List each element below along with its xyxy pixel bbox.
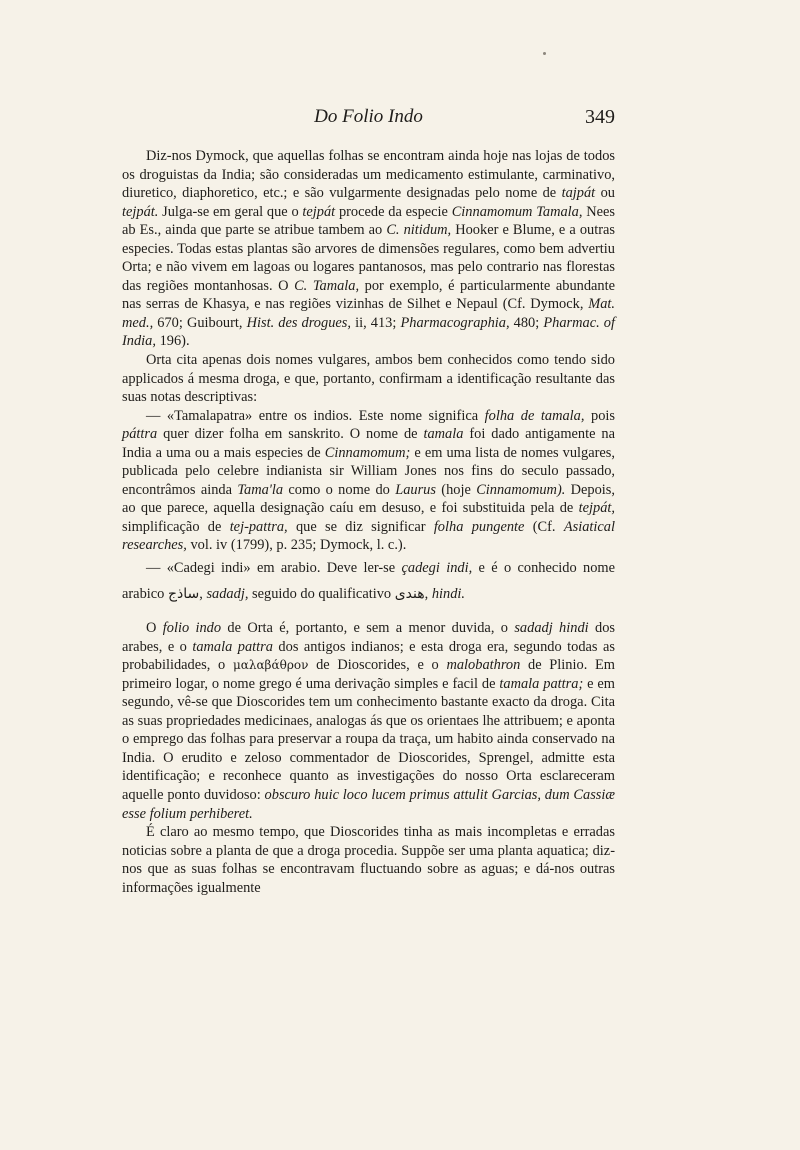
greek-word: μαλαβάθρον xyxy=(232,658,309,673)
text-run: procede da especie xyxy=(335,203,452,220)
text-run: , xyxy=(199,586,207,603)
text-run: O xyxy=(146,620,163,637)
italic-term: Cinnamomum). xyxy=(476,481,566,498)
italic-term: sadadj hindi xyxy=(514,620,589,637)
text-run: de Orta é, portanto, e sem a menor duvida, o xyxy=(221,620,515,637)
italic-term: Cinnamomum; xyxy=(324,444,411,461)
text-run: — «Tamalapatra» entre os indios. Este nome significa xyxy=(146,407,485,424)
text-run: seguido do qualificativo xyxy=(248,586,395,603)
text-run: e em segundo, vê-se que Dioscorides tem um conhecimento bastante exacto da droga. Cita as suas propriedades medicinaes, analogas ás que os orientaes lhe attribuem; e aponta o emprego das folhas para preservar a roupa da traça, um habito ainda conservado na India. O erudito e zeloso commentador de Dioscorides, Sprengel, admitte esta identificação; e reconhece quanto as investigações do nosso Orta esclareceram aquelle ponto duvidoso: xyxy=(122,675,615,803)
text-run: Julga-se em geral que o xyxy=(158,203,303,220)
italic-term: C. nitidum, xyxy=(386,222,452,239)
text-run: vol. iv (1799), p. 235; Dymock, l. c.). xyxy=(186,537,407,554)
italic-term: Hist. des drogues, xyxy=(246,314,351,331)
italic-term: Asiatical researches, xyxy=(122,518,615,554)
italic-term: tamala pattra; xyxy=(499,675,584,692)
text-run: 196). xyxy=(155,333,190,350)
text-run: foi dado antigamente na India a uma ou a mais especies de xyxy=(122,426,615,461)
text-run: — «Cadegi indi» em arabio. Deve ler-se xyxy=(146,560,402,577)
italic-term: tamala pattra xyxy=(192,638,273,655)
italic-term: çadegi indi, xyxy=(401,560,473,577)
italic-term: Mat. med., xyxy=(122,296,615,331)
text-run: quer dizer folha em sanskrito. O nome de xyxy=(157,426,424,443)
text-run: É claro ao mesmo tempo, que Dioscorides tinha as mais incompletas e erradas noticias sobre a planta de que a droga procedia. Suppõe ser uma planta aquatica; diz-nos que as suas folhas se encontravam fluctuando sobre as aguas; e dá-nos outras informações igualmente xyxy=(122,824,615,896)
italic-term: tejpát. xyxy=(122,203,159,220)
text-run: Orta cita apenas dois nomes vulgares, ambos bem conhecidos como tendo sido applicados á mesma droga, e que, portanto, confirmam a identificação resultante das suas notas descriptivas: xyxy=(122,352,615,406)
arabic-word: هندى xyxy=(394,586,425,603)
italic-term: Pharmacographia, xyxy=(400,314,510,331)
paragraph xyxy=(122,351,615,407)
text-run: por exemplo, é particularmente abundante nas serras de Khasya, e nas regiões vizinhas de Silhet e Nepaul (Cf. Dymock, xyxy=(122,277,615,313)
text-run: e em uma lista de nomes vulgares, publicada pelo celebre indianista sir William Jones nos fins do seculo passado, encontrâmos ainda xyxy=(122,444,615,498)
text-run: 480; xyxy=(509,314,544,331)
arabic-word: ساذج xyxy=(167,586,200,603)
italic-term: hindi. xyxy=(431,586,466,603)
page-speck xyxy=(543,52,546,55)
italic-term: Cinnamomum Tamala, xyxy=(451,203,583,220)
text-run: ou xyxy=(595,185,615,202)
italic-term: Laurus xyxy=(395,481,436,498)
text-run: Hooker e Blume, e a outras especies. Todas estas plantas são arvores de dimensões regulares, como bem advertiu Orta; e não vivem em lagoas ou logares pantanosos, mas pelo contrario nas florestas das regiões montanhosas. O xyxy=(122,222,615,294)
italic-term: folio indo xyxy=(162,620,222,637)
italic-term: Pharmac. of India, xyxy=(122,314,615,350)
italic-term: C. Tamala, xyxy=(294,277,360,294)
paragraph xyxy=(122,147,615,351)
paragraph xyxy=(122,407,615,555)
italic-term: tej-pattra, xyxy=(229,518,288,535)
text-run: de Dioscorides, e o xyxy=(308,657,447,674)
text-run: , xyxy=(424,586,432,603)
text-run: 670; Guibourt, xyxy=(153,314,247,331)
text-run: (Cf. xyxy=(524,518,564,535)
paragraph xyxy=(122,823,615,897)
text-run: (hoje xyxy=(435,481,477,498)
text-run: dos antigos indianos; e esta droga era, segundo todas as probabilidades, o xyxy=(122,638,615,674)
italic-term: malobathron xyxy=(446,657,521,674)
italic-term: tamala xyxy=(423,426,464,443)
body-text xyxy=(122,147,615,897)
italic-term: Tama'la xyxy=(237,481,284,498)
text-run: Diz-nos Dymock, que aquellas folhas se encontram ainda hoje nas lojas de todos os droguistas da India; são consideradas um medicamento estimulante, carminativo, diuretico, diaphoretico, etc.; e são vulgarmente designadas pelo nome de xyxy=(122,148,615,202)
running-head xyxy=(122,104,615,130)
italic-term: folha pungente xyxy=(433,518,525,535)
text-run: dos arabes, e o xyxy=(122,620,615,655)
text-run: como o nome do xyxy=(283,481,396,498)
page-number: 349 xyxy=(585,106,615,128)
paragraph xyxy=(122,555,615,607)
paragraph xyxy=(122,619,615,823)
running-title: Do Folio Indo xyxy=(314,106,423,127)
text-run: Depois, ao que parece, aquella designação caíu em desuso, e foi substituida pela de xyxy=(122,481,616,517)
italic-term: páttra xyxy=(122,426,158,443)
italic-term: obscuro huic loco lucem primus attulit Garcias, dum Cassiæ esse folium perhiberet. xyxy=(122,786,615,822)
text-run: e é o conhecido nome arabico xyxy=(122,560,615,603)
italic-term: folha de tamala, xyxy=(484,407,585,424)
italic-term: tejpát xyxy=(302,203,336,220)
text-run: que se diz significar xyxy=(287,518,434,535)
text-run: ii, 413; xyxy=(350,314,401,331)
text-run: pois xyxy=(584,407,615,424)
italic-term: tajpát xyxy=(561,185,596,202)
italic-term: tejpát, xyxy=(578,500,615,517)
text-run: de Plinio. Em primeiro logar, o nome grego é uma derivação simples e facil de xyxy=(122,657,615,692)
text-run: Nees ab Es., ainda que parte se atribue tambem ao xyxy=(122,203,615,239)
italic-term: sadadj, xyxy=(206,586,249,603)
text-run: simplificação de xyxy=(122,518,230,535)
